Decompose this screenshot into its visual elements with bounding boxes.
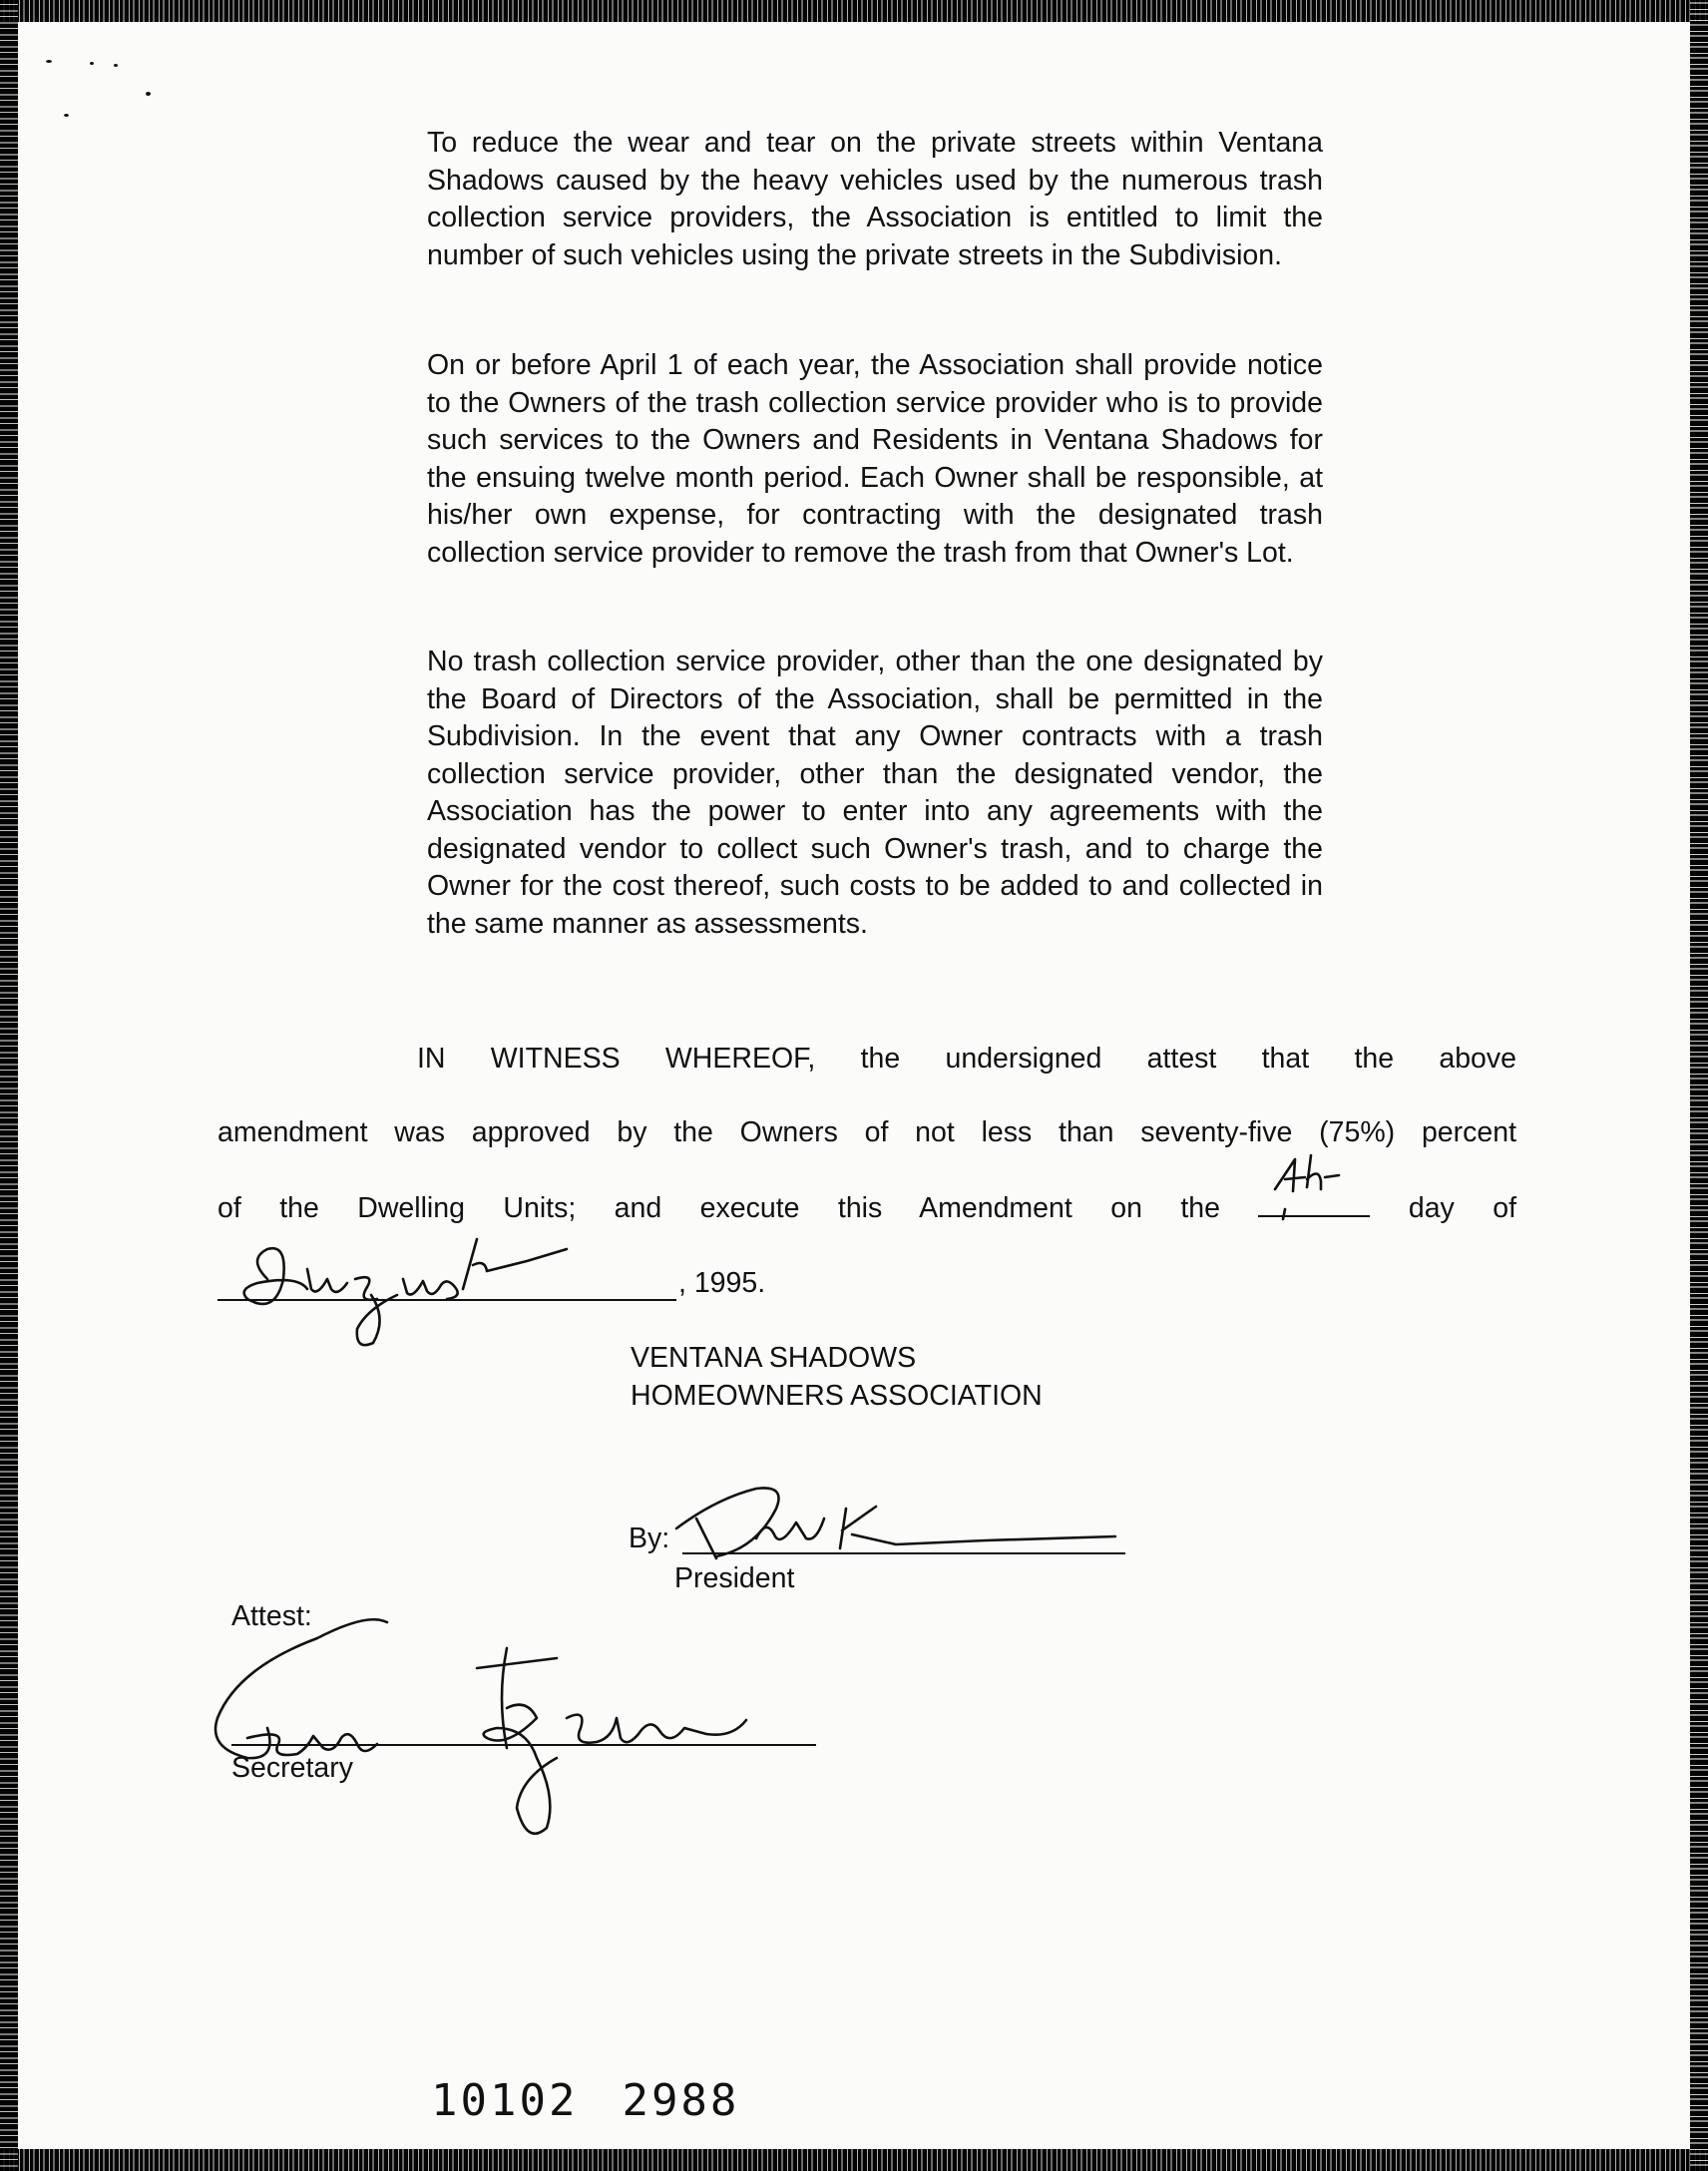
recording-number bbox=[431, 2075, 739, 2126]
paragraph-annual-notice: On or before April 1 of each year, the Association shall provide notice to the Owners of the trash collection service provider who is to provide such services to the Owners and Residents in Ventana Shadows for the ensuing twelve month period. Each Owner shall be responsible, at his/her own expense, for contracting with the designated trash collection service provider to remove the trash from that Owner's Lot. bbox=[427, 349, 1323, 569]
association-name bbox=[631, 1339, 1043, 1415]
president-title: President bbox=[674, 1562, 795, 1594]
recording-number-part-1: 10102 bbox=[431, 2075, 579, 2126]
year-text: , 1995. bbox=[678, 1267, 766, 1299]
president-signature bbox=[656, 1479, 1125, 1568]
witness-line-3-text: of the Dwelling Units; and execute this Amendment on the bbox=[217, 1192, 1220, 1224]
recording-number-part-2: 2988 bbox=[622, 2075, 740, 2126]
scan-edge-top bbox=[0, 0, 1708, 22]
scan-edge-right bbox=[1690, 0, 1708, 2171]
witness-line-3-tail: day of bbox=[1408, 1192, 1517, 1224]
witness-line-2: amendment was approved by the Owners of not less than seventy-five (75%) percent bbox=[217, 1116, 1516, 1148]
scan-speck bbox=[46, 60, 52, 63]
by-label: By: bbox=[629, 1522, 670, 1554]
scan-speck bbox=[146, 92, 151, 96]
scan-speck bbox=[90, 62, 94, 65]
scan-speck bbox=[114, 64, 118, 67]
witness-line-1: IN WITNESS WHEREOF, the undersigned attest that the above bbox=[417, 1043, 1516, 1075]
secretary-signature bbox=[178, 1608, 826, 1848]
document-page bbox=[18, 22, 1690, 2149]
month-handwriting bbox=[227, 1219, 567, 1359]
scan-edge-left bbox=[0, 0, 18, 2171]
scan-speck bbox=[64, 114, 69, 117]
association-line-1: VENTANA SHADOWS bbox=[631, 1342, 917, 1374]
day-handwriting bbox=[1255, 1149, 1355, 1229]
association-line-2: HOMEOWNERS ASSOCIATION bbox=[631, 1380, 1043, 1412]
paragraph-designated-provider: No trash collection service provider, other than the one designated by the Board of Directors of the Association, shall be permitted in the Subdivision. In the event that any Owner contracts with a trash collection service provider, other than the designated vendor, the Association has the power to enter into any agreements with the designated vendor to collect such Owner's trash, and to charge the Owner for the cost thereof, such costs to be added to and collected in the same manner as assessments. bbox=[427, 646, 1323, 940]
secretary-title: Secretary bbox=[231, 1752, 353, 1784]
scan-edge-bottom bbox=[0, 2149, 1708, 2171]
paragraph-street-wear: To reduce the wear and tear on the private streets within Ventana Shadows caused by the heavy vehicles used by the numerous trash collection service providers, the Association is entitled to limit the number of such vehicles using the private streets in the Subdivision. bbox=[427, 127, 1323, 271]
attest-label: Attest: bbox=[231, 1600, 312, 1632]
